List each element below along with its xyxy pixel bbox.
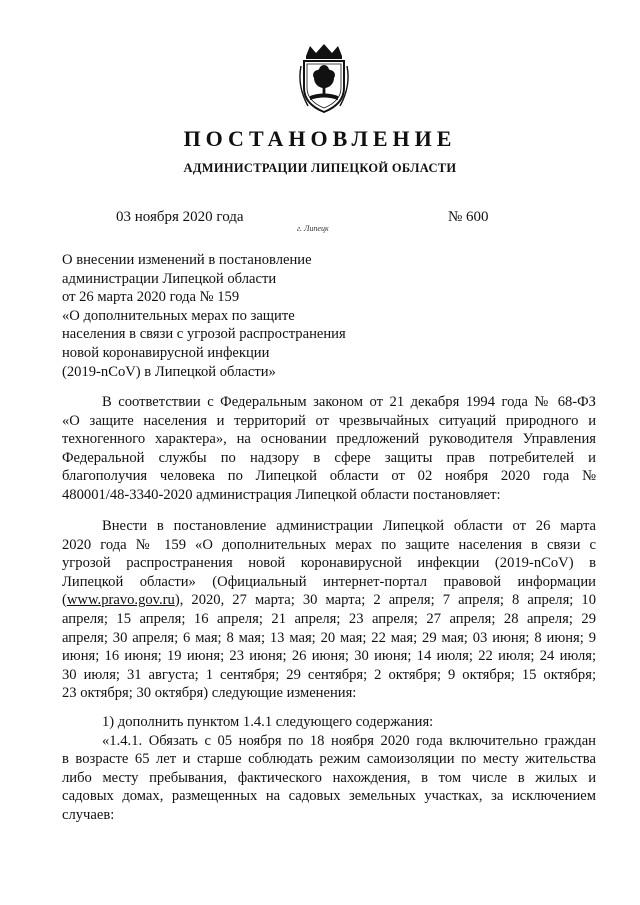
- body-line: Внести в постановление администрации Липецкой области от 26 марта: [102, 518, 596, 534]
- subject-line: «О дополнительных мерах по защите: [62, 307, 295, 324]
- body-line: В соответствии с Федеральным законом от 21 декабря 1994 года № 68-ФЗ: [102, 394, 596, 410]
- body-line: 480001/48-3340-2020 администрация Липецкой области постановляет:: [62, 486, 501, 503]
- body-line: Липецкой области» (Официальный интернет-портал правовой информации: [62, 573, 596, 590]
- body-line: апреля; 30 апреля; 6 мая; 8 мая; 13 мая; 20 мая; 22 мая; 29 мая; 03 июня; 8 июня; 9: [62, 629, 596, 646]
- body-line: «О защите населения и территорий от чрезвычайных ситуаций природного и: [62, 412, 596, 429]
- coat-of-arms-icon: [296, 42, 352, 114]
- body-line: в возрасте 65 лет и старше соблюдать режим самоизоляции по месту жительства: [62, 751, 596, 768]
- body-line: Федеральной службы по надзору в сфере защиты прав потребителей и: [62, 449, 596, 466]
- body-line: 2020 года № 159 «О дополнительных мерах по защите населения в связи с: [62, 536, 596, 553]
- document-city: г. Липецк: [297, 224, 329, 233]
- document-number: № 600: [448, 209, 489, 225]
- body-line-with-link: (www.pravo.gov.ru), 2020, 27 марта; 30 марта; 2 апреля; 7 апреля; 8 апреля; 10: [62, 592, 596, 609]
- body-line: 30 июля; 31 августа; 1 сентября; 29 сентября; 2 октября; 9 октября; 15 октября;: [62, 666, 596, 683]
- pravo-portal-link[interactable]: www.pravo.gov.ru: [66, 592, 175, 609]
- subject-line: новой коронавирусной инфекции: [62, 344, 270, 361]
- body-line: садовых домах, размещенных на садовых земельных участках, за исключением: [62, 788, 596, 805]
- body-line: благополучия человека по Липецкой области от 02 ноября 2020 года №: [62, 468, 596, 485]
- body-line: апреля; 15 апреля; 16 апреля; 21 апреля; 23 апреля; 27 апреля; 28 апреля; 29: [62, 610, 596, 627]
- preamble-paragraph: [62, 393, 596, 505]
- clause-paragraph: [62, 713, 596, 825]
- document-subject: [62, 251, 362, 381]
- body-line: 1) дополнить пунктом 1.4.1 следующего содержания:: [102, 714, 434, 730]
- issuer-subtitle: АДМИНИСТРАЦИИ ЛИПЕЦКОЙ ОБЛАСТИ: [183, 161, 457, 175]
- document-date: 03 ноября 2020 года: [116, 209, 244, 225]
- body-line: «1.4.1. Обязать с 05 ноября по 18 ноября 2020 года включительно граждан: [102, 732, 596, 749]
- body-line: либо месту пребывания, фактического нахождения, в том числе в жилых и: [62, 769, 596, 786]
- subject-line: О внесении изменений в постановление: [62, 252, 312, 268]
- document-title: ПОСТАНОВЛЕНИЕ: [183, 126, 457, 151]
- amendment-paragraph: [62, 517, 596, 703]
- body-line: техногенного характера», на основании предложений руководителя Управления: [62, 431, 596, 448]
- subject-line: от 26 марта 2020 года № 159: [62, 289, 240, 306]
- body-line: 23 октября; 30 октября) следующие изменения:: [62, 685, 357, 702]
- body-line: угрозой распространения новой коронавирусной инфекции (2019-nCoV) в: [62, 555, 596, 572]
- subject-line: населения в связи с угрозой распространения: [62, 326, 346, 343]
- body-line: случаев:: [62, 806, 115, 823]
- body-line: июня; 16 июня; 19 июня; 23 июня; 26 июня; 30 июня; 14 июля; 22 июля; 24 июля;: [62, 648, 596, 665]
- subject-line: (2019-nCoV) в Липецкой области»: [62, 363, 276, 380]
- subject-line: администрации Липецкой области: [62, 270, 277, 287]
